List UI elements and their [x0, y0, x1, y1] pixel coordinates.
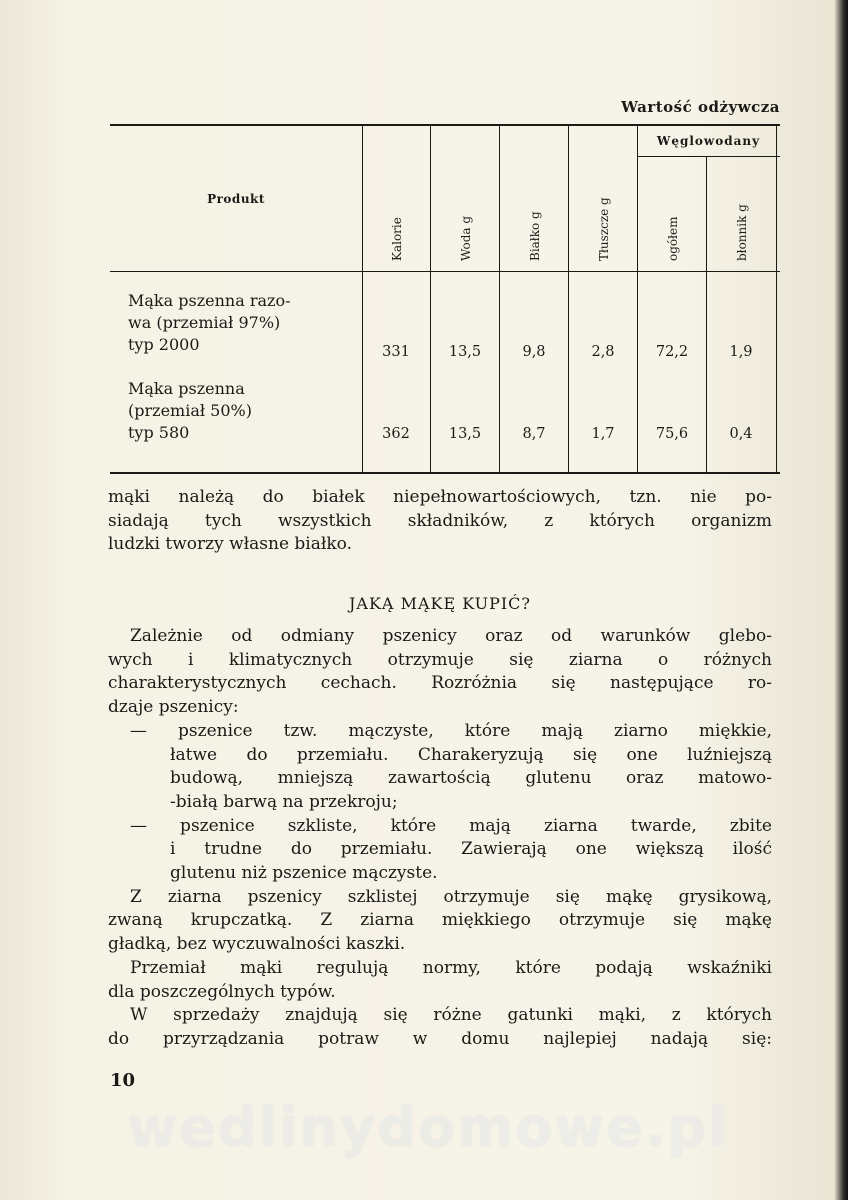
cell-value: 331 — [382, 344, 410, 360]
table-divider — [568, 126, 569, 472]
section-heading: JAKĄ MĄKĘ KUPIĆ? — [349, 594, 531, 613]
header-blonnik: błonnik g — [735, 204, 749, 261]
cell-value: 13,5 — [448, 426, 482, 442]
header-woda: Woda g — [459, 215, 473, 261]
paragraph-main: Zależnie od odmiany pszenicy oraz od warunków glebo- wych i klimatycznych otrzymuje się ziarna o różnych charakterystycznych cechach. Rozróżnia się następujące ro- dzaje pszenicy: — pszenice tzw. mączyste, które mają ziarno miękkie, łatwe do przemiału. Charakeryzują się one luźniejszą budową, mniejszą zawartością glutenu oraz matowo- -białą barwą na przekroju; — pszenice szkliste, które mają ziarna twarde, zbite i trudne do przemiału. Zawierają one większą ilość glutenu niż pszenice mączyste. Z ziarna pszenicy szklistej otrzymuje się mąkę grysikową, zwaną krupczatką. Z ziarna miękkiego otrzymuje się mąkę gładką, bez wyczuwalności kaszki. Przemiał mąki regulują normy, które podają wskaźniki dla poszczególnych typów. W sprzedaży znajdują się różne gatunki mąki, z których do przyrządzania potraw w domu najlepiej nadają się: — [108, 626, 772, 1049]
cell-value: 8,7 — [522, 426, 546, 442]
cell-value: 72,2 — [655, 344, 689, 360]
header-tluszcze: Tłuszcze g — [597, 197, 611, 261]
table-divider — [499, 126, 500, 472]
cell-value: 9,8 — [522, 344, 546, 360]
header-kalorie: Kalorie — [390, 217, 404, 261]
cell-value: 362 — [382, 426, 410, 442]
header-produkt: Produkt — [207, 192, 265, 206]
paragraph-intro: mąki należą do białek niepełnowartościowych, tzn. nie po- siadają tych wszystkich składników, z których organizm ludzki tworzy własne białko. — [108, 487, 772, 555]
cell-value: 1,7 — [591, 426, 615, 442]
header-rule — [110, 271, 780, 272]
table-divider — [776, 126, 777, 472]
nutrition-table — [110, 124, 780, 474]
cell-value: 0,4 — [729, 426, 753, 442]
cell-value: 1,9 — [729, 344, 753, 360]
page-edge-shadow — [834, 0, 848, 1200]
cell-value: 13,5 — [448, 344, 482, 360]
cell-value: 2,8 — [591, 344, 615, 360]
page-number: 10 — [110, 1070, 136, 1091]
table-divider — [637, 126, 638, 472]
watermark: wedlinydomowe.pl — [127, 1096, 729, 1159]
header-bialko: Białko g — [528, 211, 542, 261]
group-rule — [637, 156, 780, 157]
table-divider — [430, 126, 431, 472]
product-name: Mąka pszenna (przemiał 50%) typ 580 — [128, 379, 252, 442]
header-weglowodany: Węglowodany — [656, 134, 761, 148]
header-ogolem: ogółem — [666, 216, 680, 261]
cell-value: 75,6 — [655, 426, 689, 442]
product-name: Mąka pszenna razo- wa (przemiał 97%) typ 2000 — [128, 291, 291, 354]
running-head: Wartość odżywcza — [621, 98, 780, 116]
table-divider — [706, 156, 707, 472]
